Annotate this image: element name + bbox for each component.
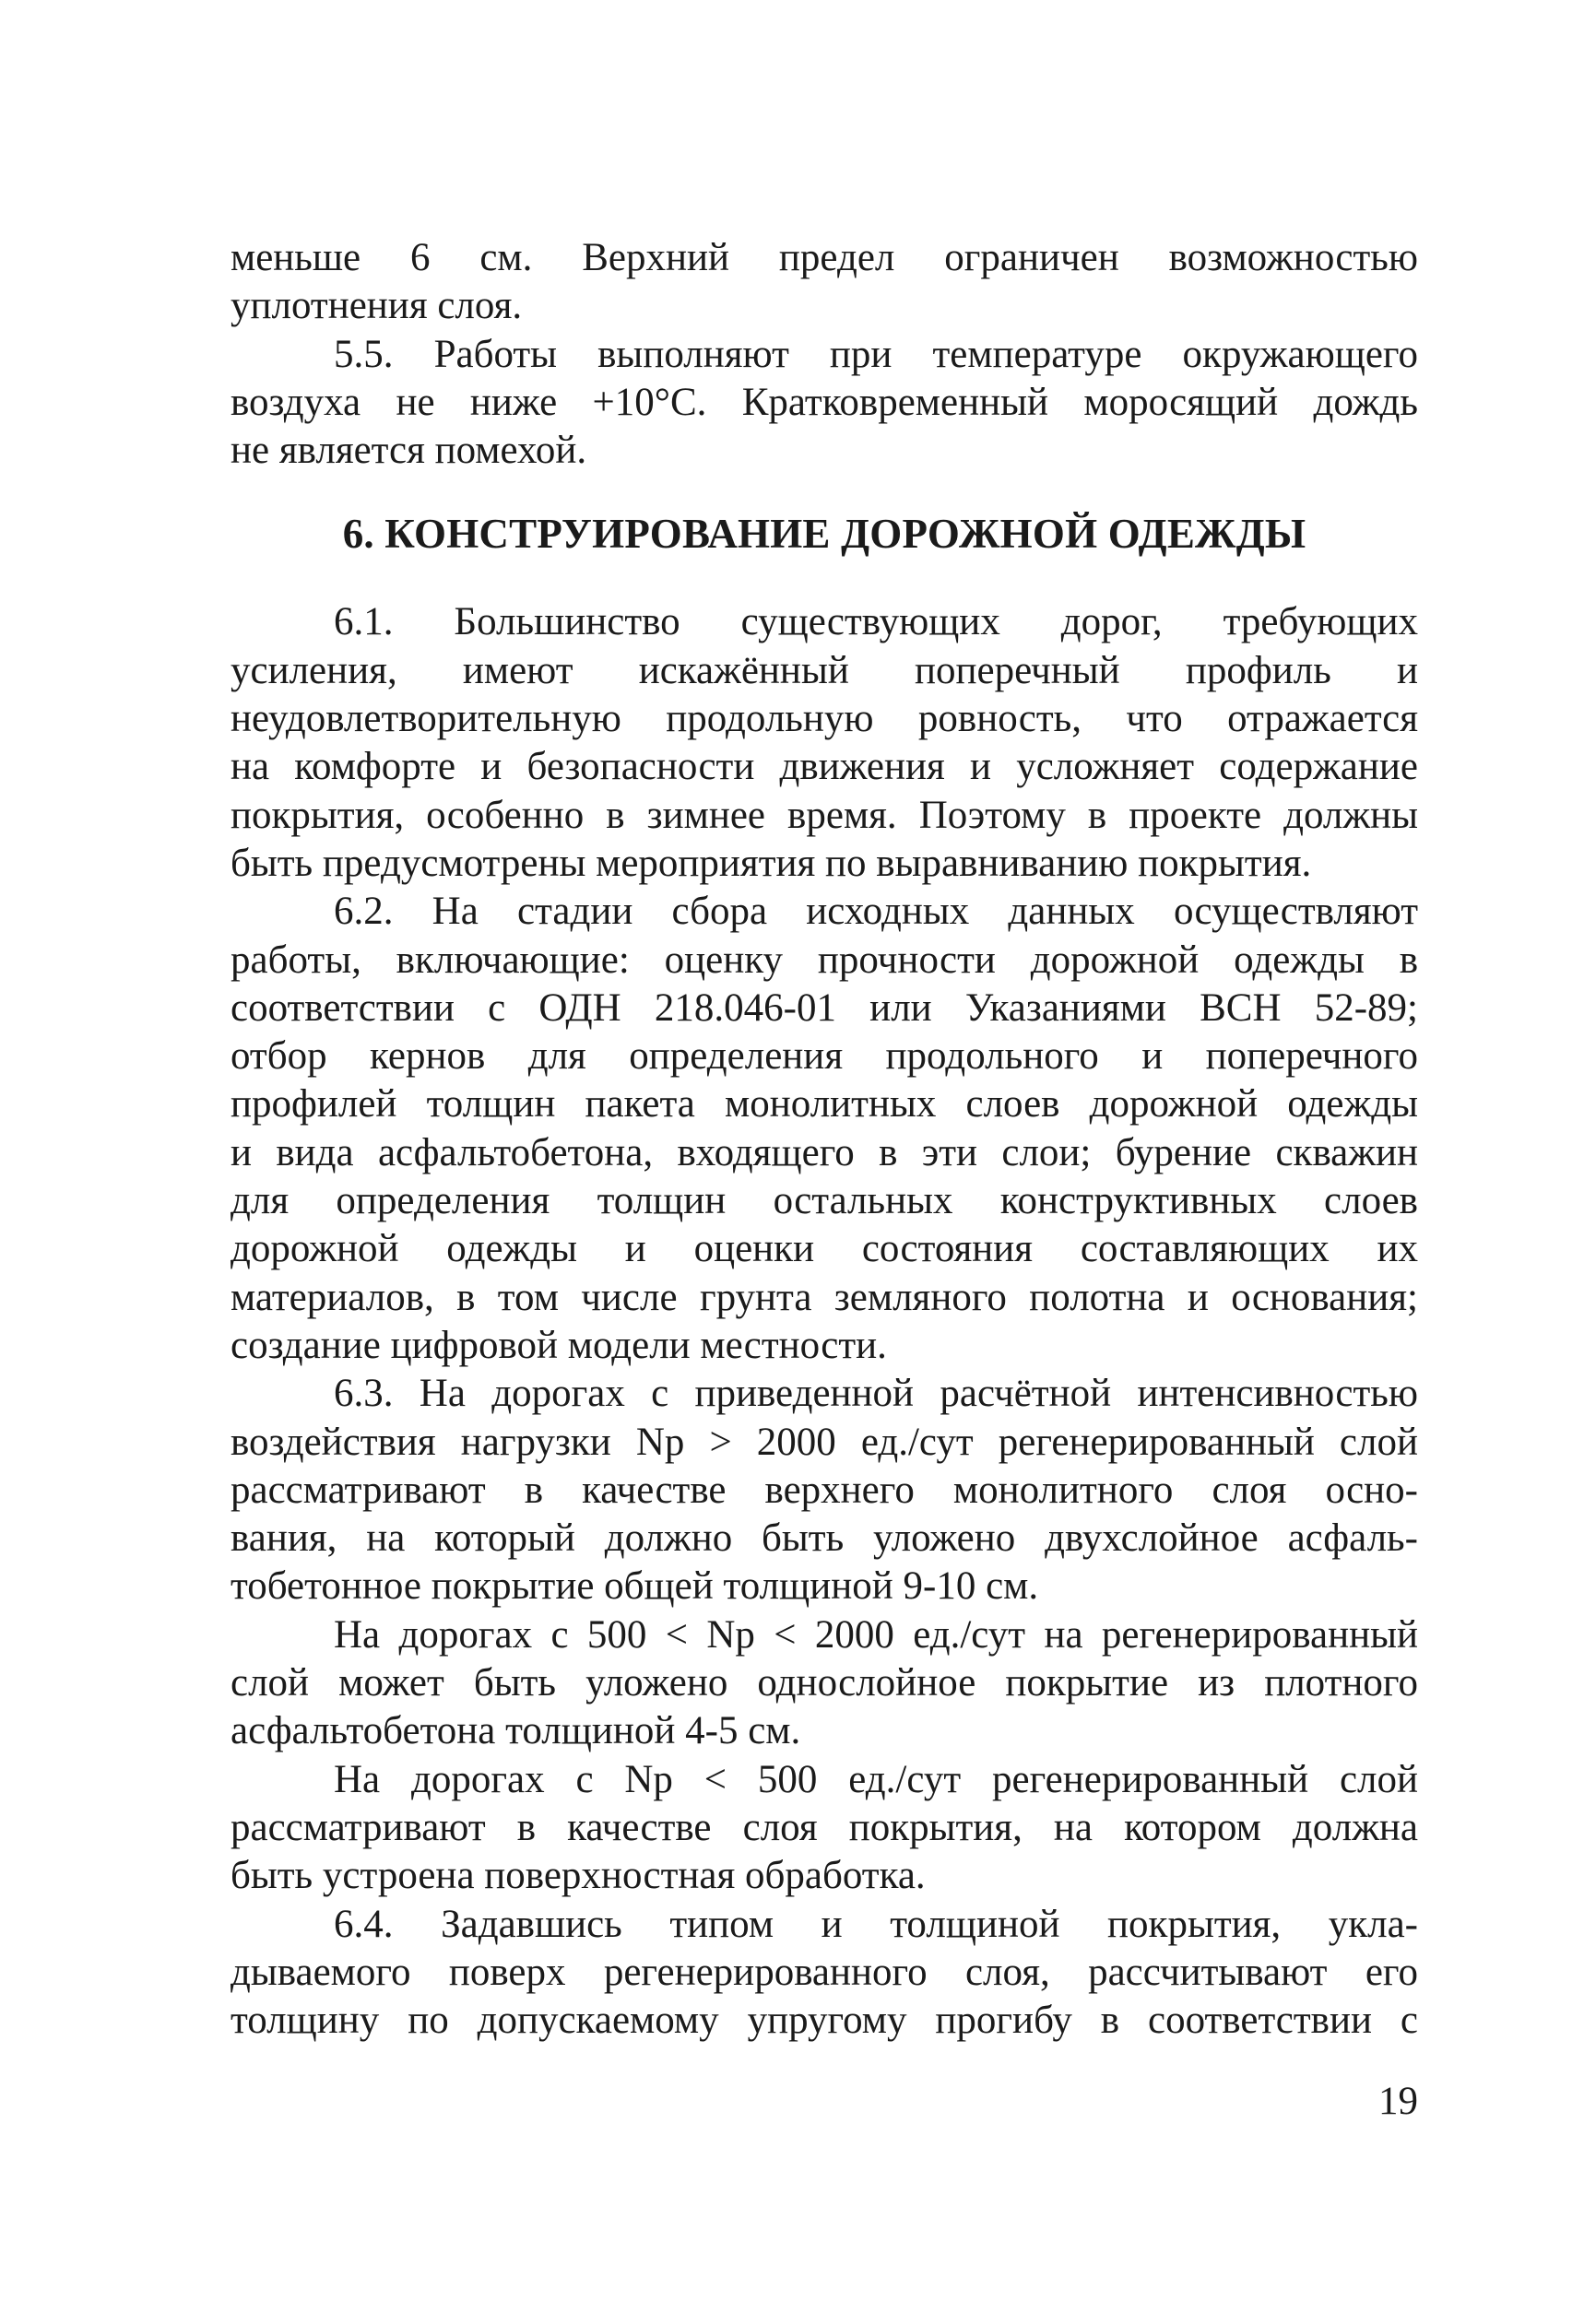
paragraph-6-3-c (231, 1756, 1418, 1901)
text-line: быть предусмотрены мероприятия по выравниванию покрытия. (231, 841, 1312, 885)
text-line: уплотнения слоя. (231, 284, 523, 328)
text-line: 5.5. Работы выполняют при температуре окружающего (334, 332, 1418, 376)
text-line: слой может быть уложено однослойное покрытие из плотного (231, 1661, 1418, 1705)
paragraph-6-1 (231, 598, 1418, 888)
text-line: профилей толщин пакета монолитных слоев дорожной одежды (231, 1082, 1418, 1127)
text-line: создание цифровой модели местности. (231, 1323, 887, 1367)
text-line: дорожной одежды и оценки состояния составляющих их (231, 1227, 1418, 1271)
text-line: материалов, в том числе грунта земляного полотна и основания; (231, 1275, 1418, 1319)
text-line: отбор кернов для определения продольного и поперечного (231, 1034, 1418, 1079)
text-line: вания, на который должно быть уложено двухслойное асфаль- (231, 1516, 1418, 1561)
text-line: работы, включающие: оценку прочности дорожной одежды в (231, 938, 1418, 982)
text-line: рассматривают в качестве верхнего монолитного слоя осно- (231, 1468, 1418, 1512)
text-line: на комфорте и безопасности движения и усложняет содержание (231, 745, 1418, 789)
page-body (231, 234, 1418, 2045)
section-heading: 6. КОНСТРУИРОВАНИЕ ДОРОЖНОЙ ОДЕЖДЫ (342, 511, 1306, 558)
text-line: 6.2. На стадии сбора исходных данных осуществляют (334, 890, 1418, 934)
text-line: усиления, имеют искажённый поперечный профиль и (231, 648, 1418, 692)
text-line: На дорогах с Np < 500 ед./сут регенерированный слой (334, 1757, 1418, 1801)
text-line: воздействия нагрузки Np > 2000 ед./сут регенерированный слой (231, 1420, 1418, 1464)
paragraph-6-4 (231, 1901, 1418, 2046)
text-line: дываемого поверх регенерированного слоя, рассчитывают его (231, 1950, 1418, 1994)
paragraph-6-3-b (231, 1611, 1418, 1756)
text-line: не является помехой. (231, 429, 587, 473)
paragraph-6-2 (231, 888, 1418, 1370)
text-line: асфальтобетона толщиной 4-5 см. (231, 1709, 801, 1753)
text-line: 6.3. На дорогах с приведенной расчётной интенсивностью (334, 1372, 1418, 1416)
text-line: покрытия, особенно в зимнее время. Поэтому в проекте должны (231, 793, 1418, 837)
text-line: 6.1. Большинство существующих дорог, требующих (334, 600, 1418, 644)
page-number: 19 (1378, 2080, 1418, 2123)
text-line: воздуха не ниже +10°С. Кратковременный моросящий дождь (231, 380, 1418, 424)
paragraph-5-5 (231, 331, 1418, 476)
text-line: и вида асфальтобетона, входящего в эти слои; бурение скважин (231, 1130, 1418, 1174)
text-line: для определения толщин остальных конструктивных слоев (231, 1179, 1418, 1223)
text-line: 6.4. Задавшись типом и толщиной покрытия, укла- (334, 1902, 1418, 1946)
paragraph-intro (231, 234, 1418, 331)
text-line: рассматривают в качестве слоя покрытия, на котором должна (231, 1805, 1418, 1849)
text-line: На дорогах с 500 < Np < 2000 ед./сут на регенерированный (334, 1612, 1418, 1657)
text-line: неудовлетворительную продольную ровность, что отражается (231, 697, 1418, 741)
text-line: быть устроена поверхностная обработка. (231, 1854, 926, 1898)
paragraph-6-3 (231, 1370, 1418, 1610)
text-line: соответствии с ОДН 218.046-01 или Указаниями ВСН 52-89; (231, 985, 1418, 1030)
text-line: меньше 6 см. Верхний предел ограничен возможностью (231, 236, 1418, 279)
text-line: тобетонное покрытие общей толщиной 9-10 см. (231, 1564, 1039, 1609)
text-line: толщину по допускаемому упругому прогибу в соответствии с (231, 1999, 1418, 2043)
